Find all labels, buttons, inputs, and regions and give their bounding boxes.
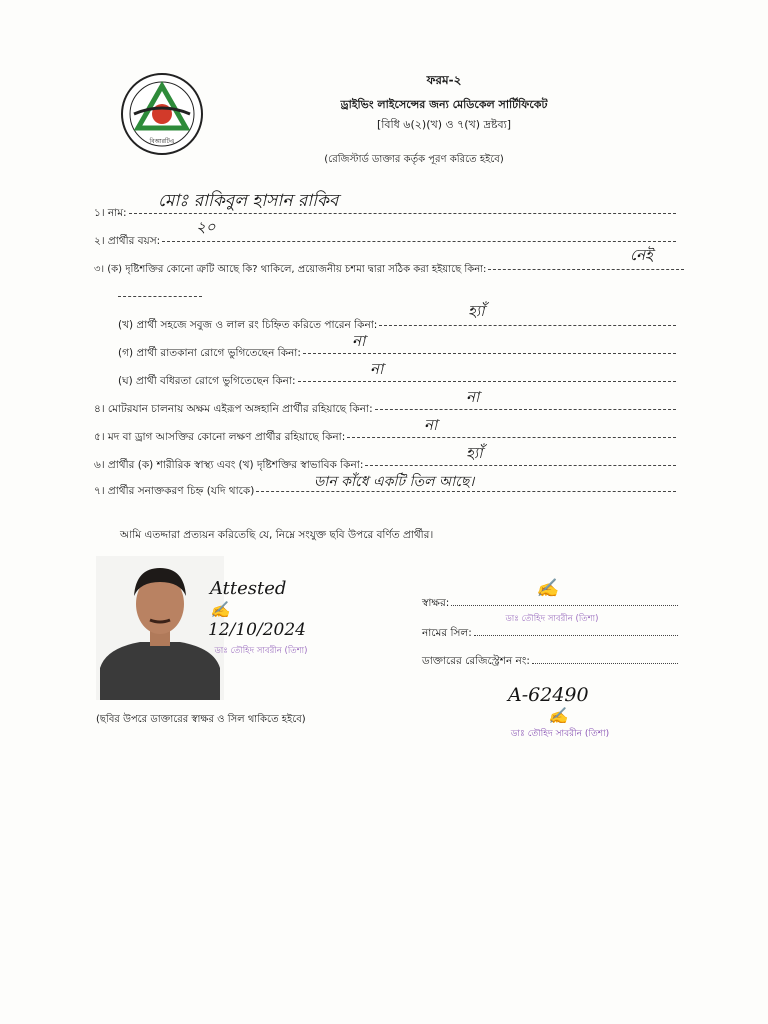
attest-date: 12/10/2024 xyxy=(208,620,306,640)
q4-label: ৪। মোটরযান চালনায় অক্ষম এইরূপ অঙ্গহানি প্রার্থীর রহিয়াছে কিনা: xyxy=(94,403,373,415)
q3c-value: না xyxy=(352,332,366,350)
registration-number: A-62490 xyxy=(508,684,589,706)
signature-row xyxy=(422,596,678,613)
age-line xyxy=(162,240,676,242)
q4-line xyxy=(375,408,676,410)
photo-stamp-name: ডাঃ তৌহিদ সাবরীন (তিশা) xyxy=(214,646,308,656)
q4-value: না xyxy=(466,388,480,406)
q7-label: ৭। প্রার্থীর সনাক্তকরণ চিহ্ন (যদি থাকে) xyxy=(94,485,255,497)
age-label: ২। প্রার্থীর বয়স: xyxy=(94,235,161,247)
name-label: ১। নাম: xyxy=(94,207,127,219)
q3d-line xyxy=(298,380,676,382)
attestation-statement: আমি এতদ্দারা প্রত্যয়ন করিতেছি যে, নিম্নে সংযুক্ত ছবি উপরে বর্ণিত প্রার্থীর। xyxy=(120,529,434,541)
field-q3a xyxy=(94,262,684,279)
q3b-line xyxy=(379,324,676,326)
seal-label: নামের সিল: xyxy=(422,627,472,639)
seal-row xyxy=(422,626,678,643)
q6-value: হ্যাঁ xyxy=(466,444,483,462)
photo-caption: (ছবির উপরে ডাক্তারের স্বাক্ষর ও সিল থাকিতে হইবে) xyxy=(96,714,306,725)
person-photo-icon xyxy=(96,556,224,700)
registration-row xyxy=(422,654,678,671)
fill-instruction: (রেজিস্টার্ড ডাক্তার কর্তৃক পূরণ করিতে হইবে) xyxy=(324,154,504,165)
field-q4 xyxy=(94,402,676,419)
q5-value: না xyxy=(424,416,438,434)
doctor-signature-icon: ✍ xyxy=(536,578,559,599)
field-name xyxy=(94,206,676,223)
q5-label: ৫। মদ বা ড্রাগ আসক্তির কোনো লক্ষণ প্রার্থীর রহিয়াছে কিনা: xyxy=(94,431,346,443)
q3a-line xyxy=(488,268,684,270)
q3c-line xyxy=(303,352,676,354)
q3c-label: (গ) প্রার্থী রাতকানা রোগে ভুগিতেছেন কিনা: xyxy=(118,347,301,359)
q3a-value: নেই xyxy=(630,246,653,264)
doctor-stamp-name: ডাঃ তৌহিদ সাবরীন (তিশা) xyxy=(510,729,610,739)
q6-line xyxy=(365,464,676,466)
age-value: ২০ xyxy=(196,218,216,236)
attest-signature-icon: ✍ xyxy=(210,600,230,619)
q3b-label: (খ) প্রার্থী সহজে সবুজ ও লাল রং চিহ্নিত করিতে পারেন কিনা: xyxy=(118,319,378,331)
registration-line xyxy=(532,662,678,664)
doctor-stamp xyxy=(480,728,640,740)
form-title: ড্রাইভিং লাইসেন্সের জন্য মেডিকেল সার্টিফিকেট xyxy=(340,98,548,111)
q3a-label: ৩। (ক) দৃষ্টিশক্তির কোনো ত্রুটি আছে কি? থাকিলে, প্রয়োজনীয় চশমা দ্বারা সঠিক করা হইয়াছে কিনা: xyxy=(94,264,487,275)
applicant-photo xyxy=(96,556,224,700)
field-q5 xyxy=(94,430,676,447)
field-q3b xyxy=(118,318,676,335)
field-q3c xyxy=(118,346,676,363)
seal-stamp-name: ডাঃ তৌহিদ সাবরীন (তিশা) xyxy=(505,614,599,624)
q3b-value: হ্যাঁ xyxy=(468,302,485,320)
q3d-value: না xyxy=(370,360,384,378)
seal-stamp xyxy=(462,614,642,625)
signature-line xyxy=(451,604,678,606)
q3a-continuation-line xyxy=(118,296,202,297)
logo-caption: বিআরটিএ xyxy=(149,138,175,145)
doctor-signature-2-icon: ✍ xyxy=(548,706,568,725)
rule-reference: [বিধি ৬(২)(খ) ও ৭(খ) দ্রষ্টব্য] xyxy=(376,118,512,131)
q7-value: ডান কাঁধে একটি তিল আছে। xyxy=(314,474,475,490)
registration-label: ডাক্তারের রেজিস্ট্রেশন নং: xyxy=(422,655,530,667)
name-value: মোঃ রাকিবুল হাসান রাকিব xyxy=(158,191,339,211)
field-q7 xyxy=(94,484,676,501)
q7-line xyxy=(256,490,676,492)
name-line xyxy=(129,212,676,214)
attested-text: Attested xyxy=(210,578,287,599)
q6-label: ৬। প্রার্থীর (ক) শারীরিক স্বাস্থ্য এবং (খ) দৃষ্টিশক্তির স্বাভাবিক কিনা: xyxy=(94,459,364,471)
q3d-label: (ঘ) প্রার্থী বধিরতা রোগে ভুগিতেছেন কিনা: xyxy=(118,375,296,387)
seal-line xyxy=(474,634,678,636)
form-number: ফরম-২ xyxy=(426,73,462,87)
field-age xyxy=(94,234,676,251)
field-q3d xyxy=(118,374,676,391)
photo-stamp xyxy=(186,646,336,657)
q5-line xyxy=(347,436,676,438)
signature-label: স্বাক্ষর: xyxy=(422,597,450,609)
